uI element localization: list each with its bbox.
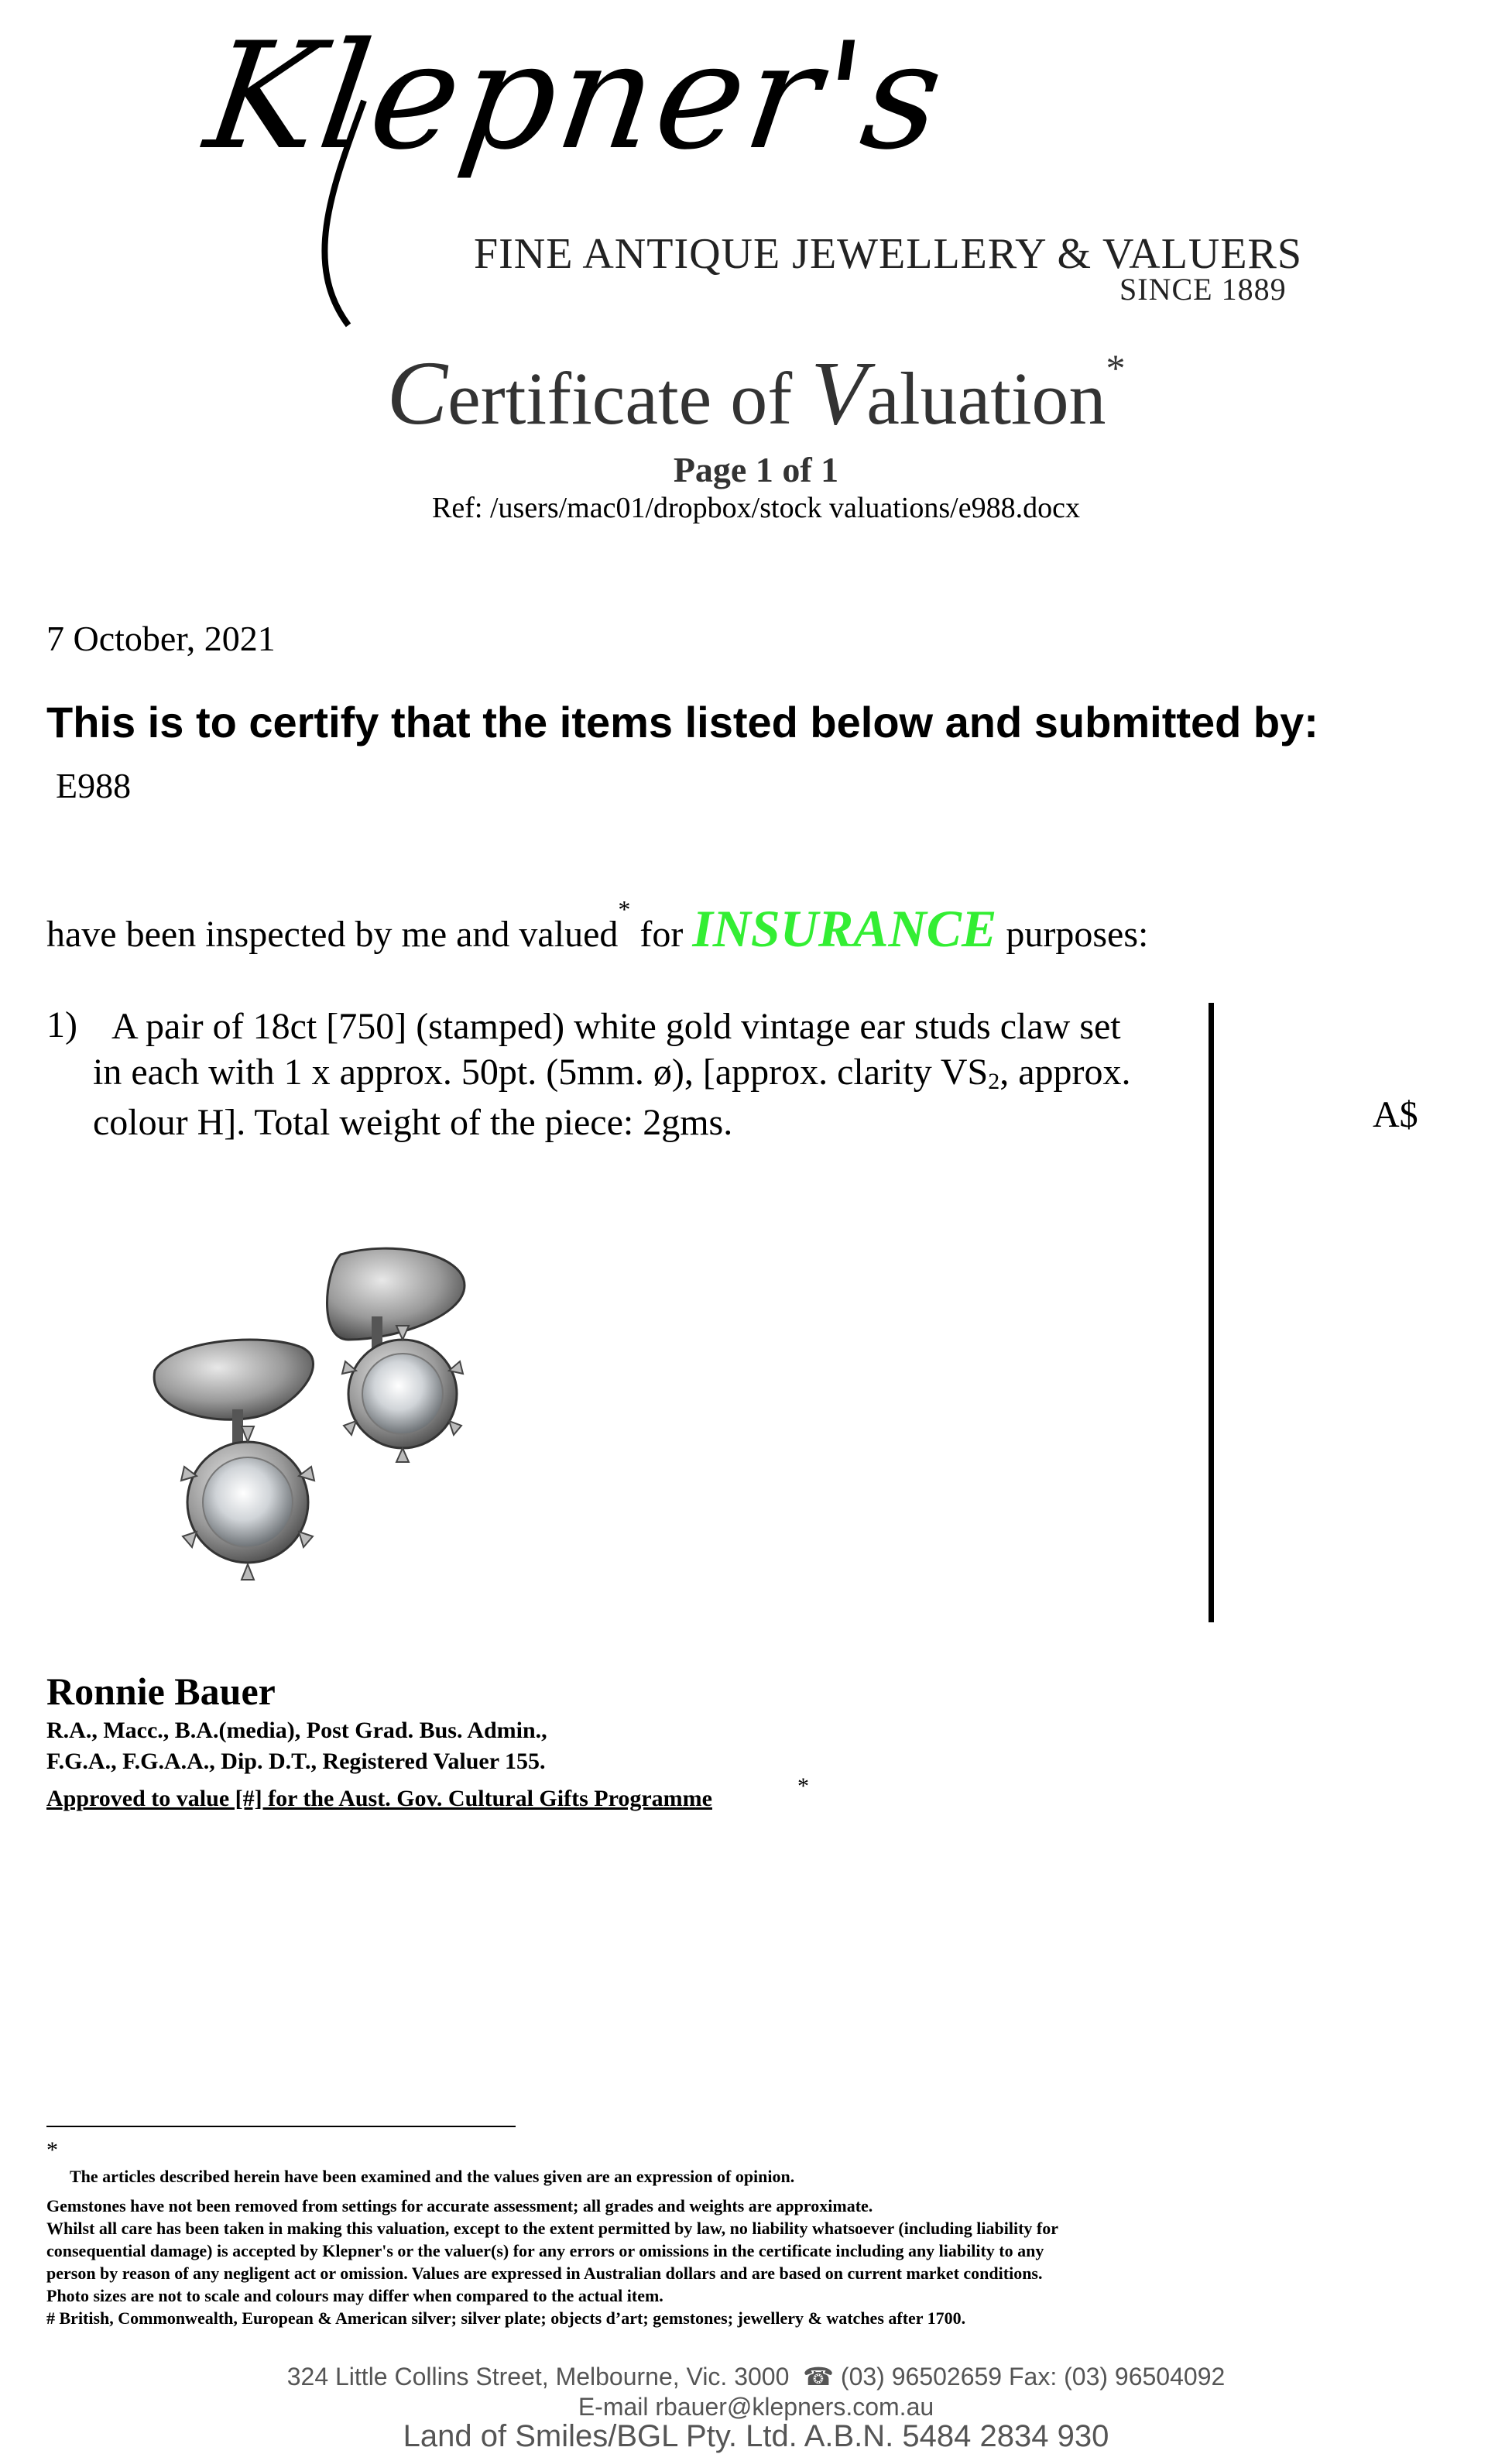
footnote-line: Photo sizes are not to scale and colours may differ when compared to the actual item.	[46, 2286, 663, 2305]
inspected-before: have been inspected by me and valued	[46, 914, 619, 955]
certificate-title	[0, 341, 1512, 446]
item-line-2	[93, 1049, 1208, 1100]
logo-since: SINCE 1889	[1119, 272, 1287, 307]
footnote-line: Gemstones have not been removed from settings for accurate assessment; all grades and weights are approximate.	[46, 2196, 873, 2215]
approval-star: *	[797, 1773, 809, 1799]
earstud-back	[327, 1248, 465, 1462]
footnote-line: consequential damage) is accepted by Klepner's or the valuer(s) for any errors or omissions in the certificate including any liability to any	[46, 2241, 1044, 2260]
title-c-letter: C	[386, 342, 448, 444]
earstud-front	[154, 1340, 314, 1580]
value-column-divider	[1209, 1003, 1214, 1622]
title-star: *	[1106, 346, 1126, 390]
certificate-date: 7 October, 2021	[46, 619, 276, 658]
footnote-disclaimer	[46, 2195, 1440, 2329]
title-part1: ertificate of	[447, 357, 811, 440]
phone-fax-text: (03) 96502659 Fax: (03) 96504092	[840, 2363, 1226, 2391]
reference-path: Ref: /users/mac01/dropbox/stock valuations/e988.docx	[432, 492, 1080, 524]
clarity-subscript: 2	[988, 1069, 1000, 1094]
logo-subtitle: FINE ANTIQUE JEWELLERY & VALUERS	[474, 230, 1303, 278]
footer-email[interactable]: E-mail rbauer@klepners.com.au	[578, 2393, 934, 2421]
footnote-star: *	[46, 2137, 58, 2163]
signer-qualifications-2: F.G.A., F.G.A.A., Dip. D.T., Registered Valuer 155.	[46, 1749, 546, 1774]
inspected-for: for	[630, 914, 693, 955]
footnote-divider	[46, 2126, 516, 2127]
item-line-2a: in each with 1 x approx. 50pt. (5mm. ø), [approx. clarity VS	[93, 1052, 989, 1093]
item-description	[93, 1004, 1208, 1145]
currency-label: A$	[1373, 1094, 1418, 1135]
valuation-purpose: INSURANCE	[692, 899, 997, 958]
footnote-line: Whilst all care has been taken in making this valuation, except to the extent permitted by law, no liability whatsoever (including liability for	[46, 2219, 1058, 2238]
footnote-line: # British, Commonwealth, European & American silver; silver plate; objects d’art; gemstones; jewellery & watches after 1700.	[46, 2308, 966, 2328]
item-line-1: A pair of 18ct [750] (stamped) white gold vintage ear studs claw set	[111, 1006, 1121, 1047]
title-part2: aluation	[866, 357, 1106, 440]
address-text: 324 Little Collins Street, Melbourne, Vic. 3000	[286, 2363, 790, 2391]
inspection-statement	[46, 895, 1149, 959]
footnote-first: The articles described herein have been examined and the values given are an expression of opinion.	[70, 2167, 795, 2186]
item-number: 1)	[46, 1004, 77, 1045]
signer-name: Ronnie Bauer	[46, 1670, 276, 1713]
item-line-3: colour H]. Total weight of the piece: 2gms.	[93, 1102, 733, 1143]
logo-flourish	[232, 93, 434, 341]
footer-address	[0, 2362, 1512, 2391]
submitter-id: E988	[56, 766, 132, 805]
telephone-icon: ☎	[803, 2363, 835, 2391]
signer-qualifications-1: R.A., Macc., B.A.(media), Post Grad. Bus. Admin.,	[46, 1718, 547, 1743]
inspected-after: purposes:	[996, 914, 1149, 955]
earstud-photo	[139, 1224, 557, 1626]
approval-statement: Approved to value [#] for the Aust. Gov. Cultural Gifts Programme	[46, 1786, 712, 1811]
page-label: Page 1 of 1	[673, 450, 839, 489]
certify-heading: This is to certify that the items listed below and submitted by:	[46, 698, 1318, 746]
logo-script: Klepner's	[197, 11, 955, 182]
item-line-2b: , approx.	[999, 1052, 1131, 1093]
footnote-line: person by reason of any negligent act or omission. Values are expressed in Australian dollars and are based on current market conditions.	[46, 2264, 1043, 2283]
title-v-letter: V	[811, 342, 867, 444]
inspected-star: *	[618, 895, 631, 923]
footer-company: Land of Smiles/BGL Pty. Ltd. A.B.N. 5484 2834 930	[403, 2419, 1109, 2453]
